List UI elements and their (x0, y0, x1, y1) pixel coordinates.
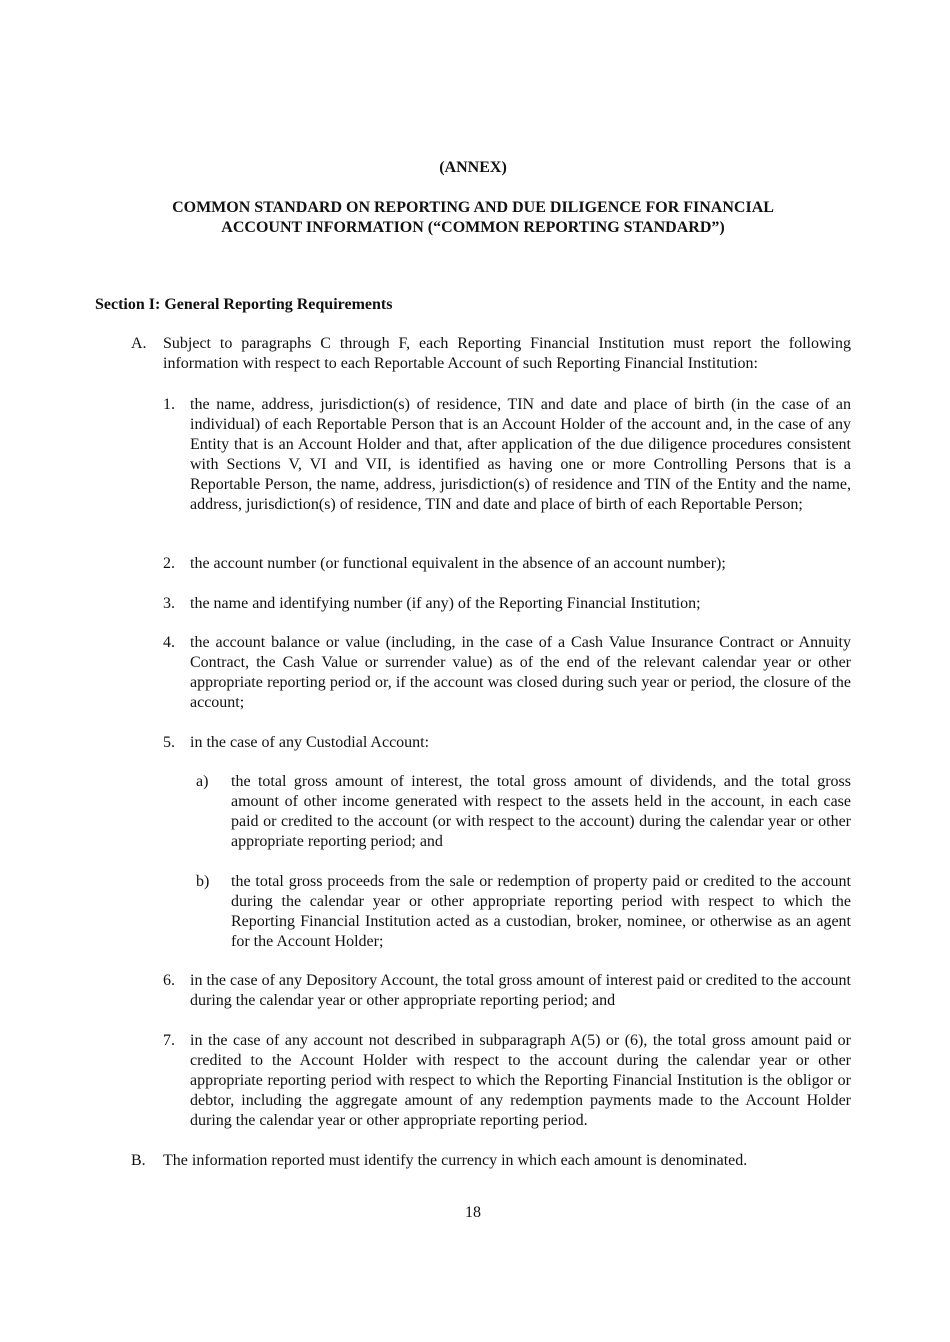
section-heading: Section I: General Reporting Requirements (95, 296, 393, 313)
list-item-marker: 2. (163, 555, 175, 572)
list-item-marker: 6. (163, 972, 175, 989)
list-item-1 (163, 395, 851, 515)
paragraph-a-marker: A. (131, 335, 147, 352)
paragraph-b-text: The information reported must identify the currency in which each amount is denominated. (163, 1152, 748, 1169)
paragraph-b-marker: B. (131, 1152, 146, 1169)
list-item-text: the name, address, jurisdiction(s) of residence, TIN and date and place of birth (in the case of an individual) of each Reportable Person that is an Account Holder of the account and, in the case of any Entity that is an Account Holder and that, after application of the due diligence procedures consistent with Sections V, VI and VII, is identified as having one or more Controlling Persons that is a Reportable Person, the name, address, jurisdiction(s) of residence and TIN of the Entity and the name, address, jurisdiction(s) of residence, TIN and date and place of birth of each Reportable Person; (190, 396, 851, 513)
list-item-2 (163, 554, 851, 574)
annex-label: (ANNEX) (439, 159, 507, 176)
sub-item-b (196, 872, 851, 952)
list-item-marker: 3. (163, 595, 175, 612)
list-item-text: the account balance or value (including, in the case of a Cash Value Insurance Contract or Annuity Contract, the Cash Value or surrender value) as of the end of the relevant calendar year or other appropriate reporting period or, if the account was closed during such year or period, the closure of the account; (190, 634, 851, 711)
list-item-marker: 1. (163, 396, 175, 413)
list-item-marker: 5. (163, 734, 175, 751)
list-item-text: in the case of any Custodial Account: (190, 734, 430, 751)
list-item-text: the name and identifying number (if any) of the Reporting Financial Institution; (190, 595, 701, 612)
sub-item-marker: a) (196, 773, 209, 790)
list-item-4 (163, 633, 851, 713)
paragraph-a-text: Subject to paragraphs C through F, each Reporting Financial Institution must report the following information with respect to each Reportable Account of such Reporting Financial Institution: (163, 335, 851, 372)
sub-item-text: the total gross amount of interest, the total gross amount of dividends, and the total gross amount of other income generated with respect to the assets held in the account, in each case paid or credited to the account (or with respect to the account) during the calendar year or other appropriate reporting period; and (231, 773, 851, 850)
list-item-text: the account number (or functional equivalent in the absence of an account number); (190, 555, 726, 572)
list-item-6 (163, 971, 851, 1011)
list-item-text: in the case of any account not described in subparagraph A(5) or (6), the total gross amount paid or credited to the Account Holder with respect to the account during the calendar year or other appropriate reporting period with respect to which the Reporting Financial Institution is the obligor or debtor, including the aggregate amount of any redemption payments made to the Account Holder during the calendar year or other appropriate reporting period. (190, 1032, 851, 1129)
document-title-line-1: COMMON STANDARD ON REPORTING AND DUE DILIGENCE FOR FINANCIAL (172, 199, 774, 216)
list-item-3 (163, 594, 851, 614)
list-item-7 (163, 1031, 851, 1131)
document-title-line-2: ACCOUNT INFORMATION (“COMMON REPORTING STANDARD”) (221, 219, 725, 236)
list-item-marker: 4. (163, 634, 175, 651)
document-title (100, 198, 846, 238)
sub-item-text: the total gross proceeds from the sale or redemption of property paid or credited to the account during the calendar year or other appropriate reporting period with respect to which the Reporting Financial Institution acted as a custodian, broker, nominee, or otherwise as an agent for the Account Holder; (231, 873, 851, 950)
list-item-marker: 7. (163, 1032, 175, 1049)
paragraph-b (131, 1151, 851, 1171)
list-item-5 (163, 733, 851, 753)
sub-item-marker: b) (196, 873, 210, 890)
page-number: 18 (465, 1204, 481, 1221)
sub-item-a (196, 772, 851, 852)
paragraph-a (131, 334, 851, 374)
list-item-text: in the case of any Depository Account, the total gross amount of interest paid or credited to the account during the calendar year or other appropriate reporting period; and (190, 972, 851, 1009)
